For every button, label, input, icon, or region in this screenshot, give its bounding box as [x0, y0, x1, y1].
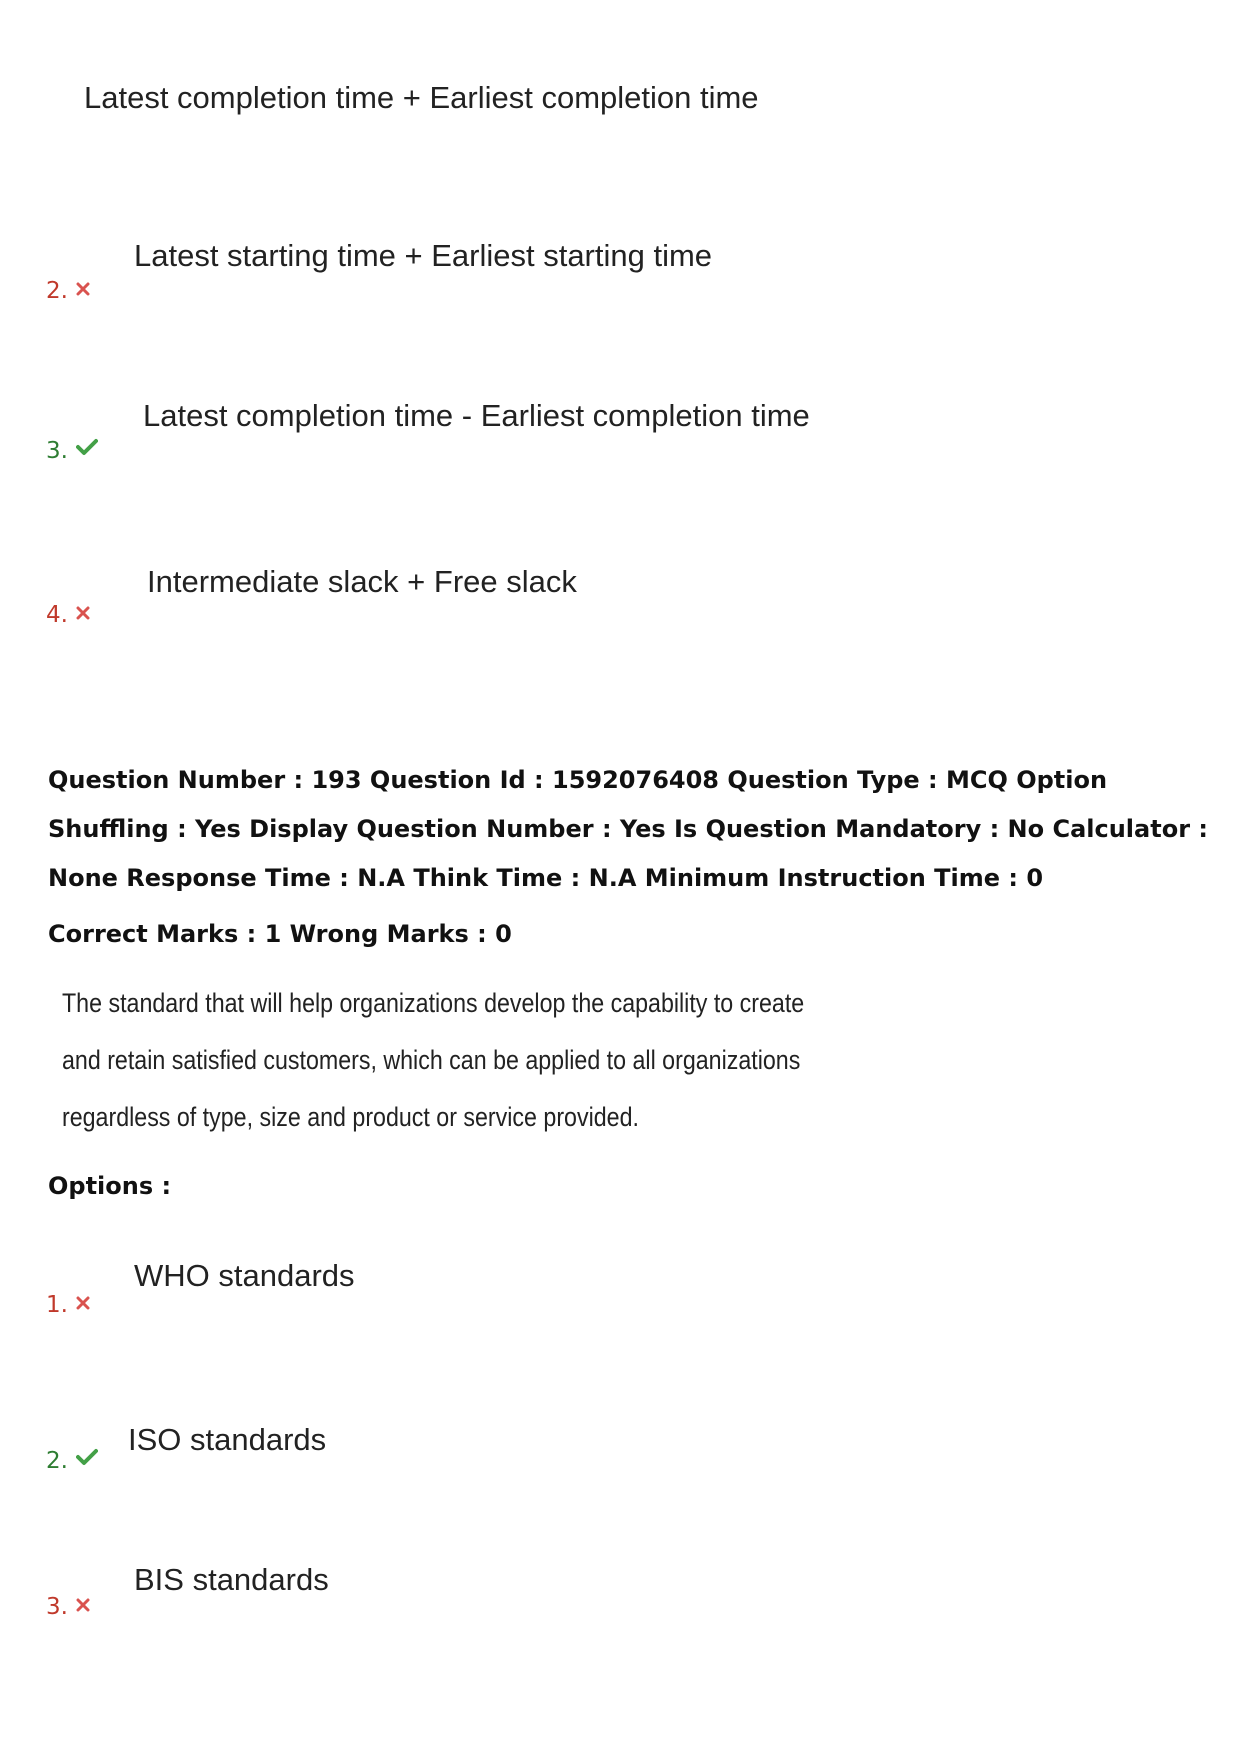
prev-option-4-text: Intermediate slack + Free slack — [147, 564, 577, 599]
option-2-text: ISO standards — [128, 1422, 327, 1457]
cross-icon — [76, 1290, 90, 1316]
prev-option-4-marker — [46, 600, 90, 628]
prev-option-1-text: Latest completion time + Earliest completion time — [84, 80, 759, 115]
option-number: 3. — [46, 438, 68, 464]
option-number: 3. — [46, 1594, 68, 1620]
option-3-marker — [46, 1592, 90, 1620]
cross-icon — [76, 600, 90, 626]
check-icon — [76, 436, 98, 462]
prev-option-3-text: Latest completion time - Earliest completion time — [143, 398, 810, 433]
option-1-marker — [46, 1290, 90, 1318]
cross-icon — [76, 276, 90, 302]
prev-option-2-text: Latest starting time + Earliest starting time — [134, 238, 713, 273]
question-meta: Question Number : 193 Question Id : 1592076408 Question Type : MCQ Option Shuffling : Yes Display Question Number : Yes Is Question Mandatory : No Calculator : None Response Time : N.A Think Time : N.A Minimum Instruction Time : 0 — [48, 766, 1208, 892]
option-number: 2. — [46, 278, 68, 304]
option-3-text: BIS standards — [134, 1562, 329, 1597]
prev-option-3-marker — [46, 436, 98, 464]
option-number: 2. — [46, 1448, 68, 1474]
question-text: The standard that will help organizations develop the capability to create and retain satisfied customers, which can be applied to all organizations regardless of type, size and product or service provided. — [62, 988, 805, 1132]
check-icon — [76, 1446, 98, 1472]
option-1-text: WHO standards — [134, 1258, 355, 1293]
options-label: Options : — [48, 1172, 172, 1200]
question-marks: Correct Marks : 1 Wrong Marks : 0 — [48, 920, 512, 948]
cross-icon — [76, 1592, 90, 1618]
option-number: 4. — [46, 602, 68, 628]
prev-option-2-marker — [46, 276, 90, 304]
option-number: 1. — [46, 1292, 68, 1318]
option-2-marker — [46, 1446, 98, 1474]
